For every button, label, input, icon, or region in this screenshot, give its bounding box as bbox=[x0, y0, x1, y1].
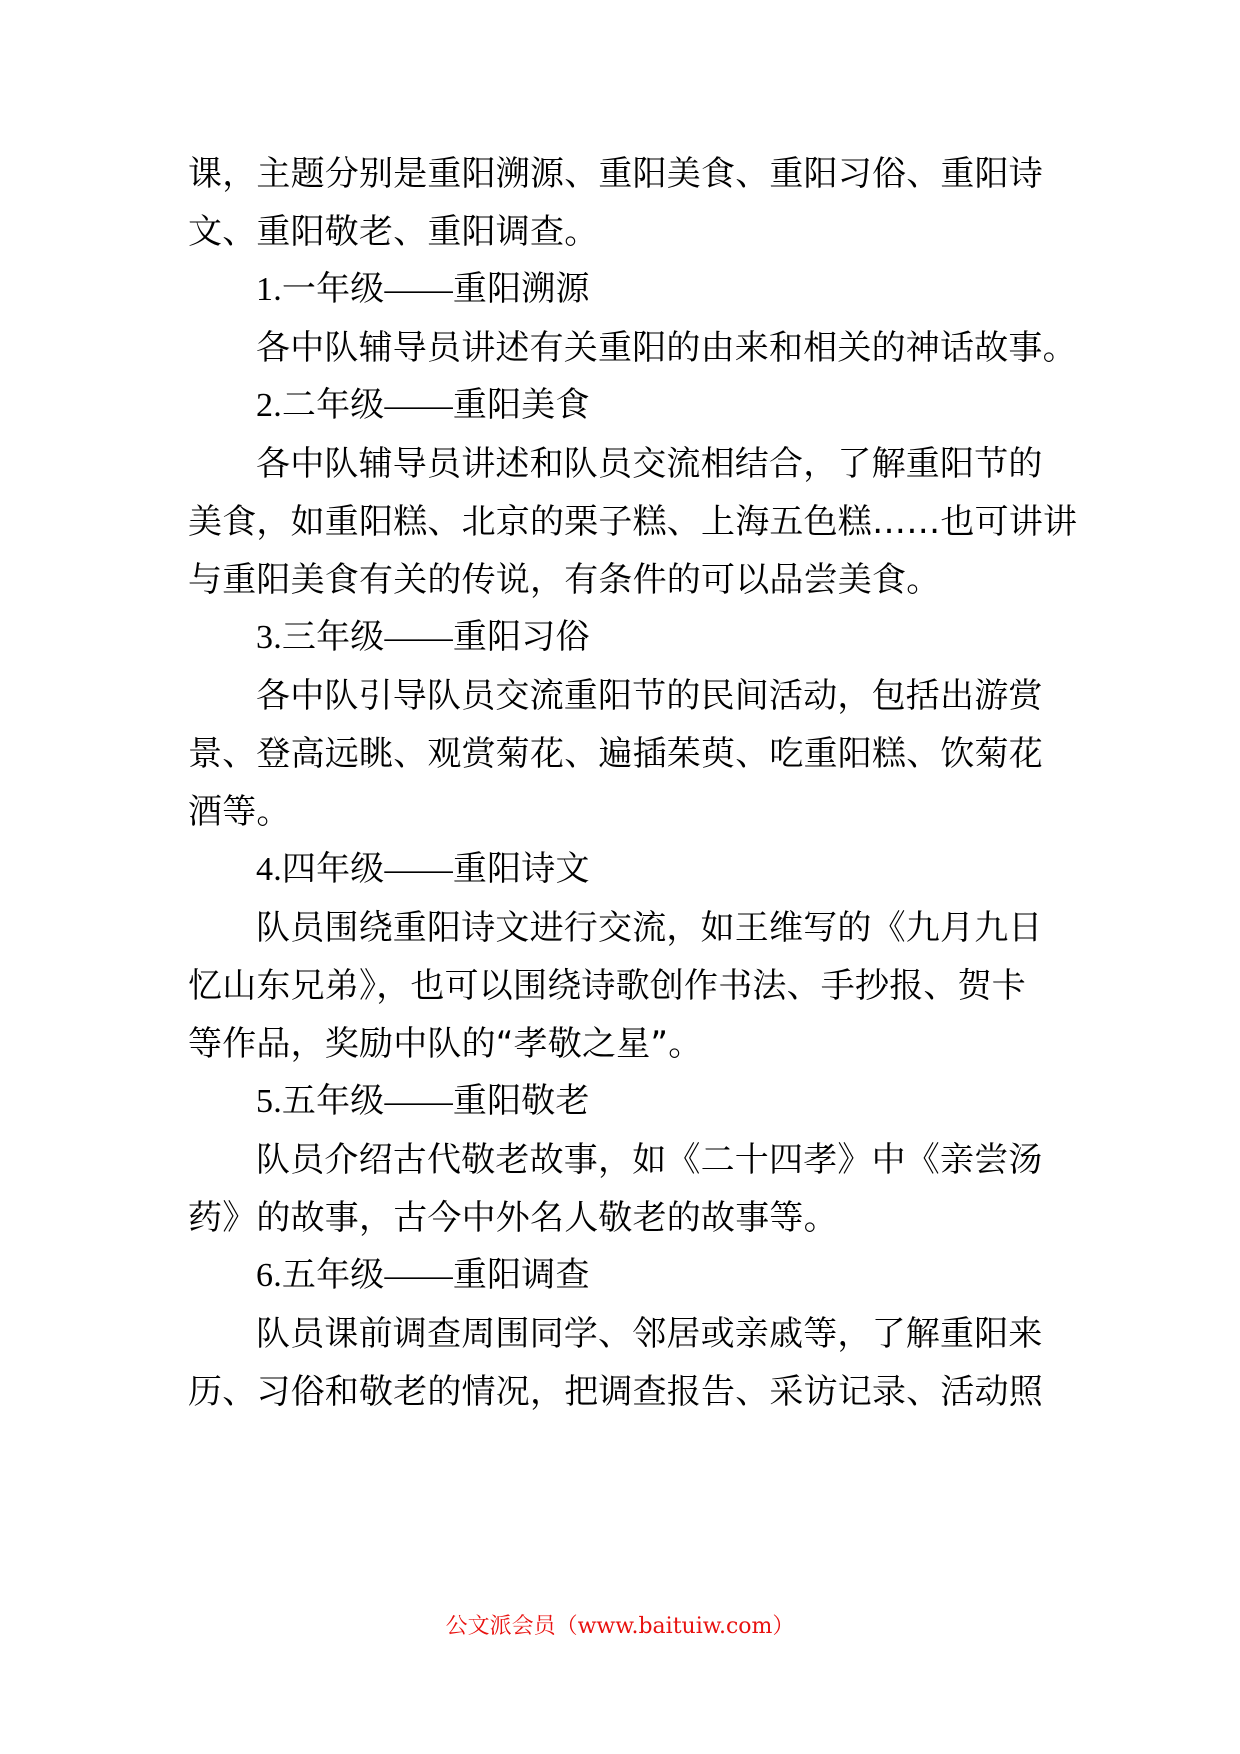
paragraph-line: 各中队引导队员交流重阳节的民间活动，包括出游赏 bbox=[256, 676, 1043, 716]
section-heading: 1.一年级——重阳溯源 bbox=[256, 271, 590, 308]
section-heading: 4.四年级——重阳诗文 bbox=[256, 851, 590, 888]
paragraph-line: 队员介绍古代敬老故事，如《二十四孝》中《亲尝汤 bbox=[256, 1140, 1043, 1180]
paragraph-line: 队员围绕重阳诗文进行交流，如王维写的《九月九日 bbox=[256, 908, 1043, 948]
paragraph-line: 历、习俗和敬老的情况，把调查报告、采访记录、活动照 bbox=[188, 1372, 1043, 1412]
section-heading: 5.五年级——重阳敬老 bbox=[256, 1083, 590, 1120]
paragraph-line: 等作品，奖励中队的“孝敬之星”。 bbox=[188, 1024, 703, 1064]
paragraph-line: 药》的故事，古今中外名人敬老的故事等。 bbox=[188, 1198, 838, 1238]
paragraph-line: 文、重阳敬老、重阳调查。 bbox=[188, 212, 599, 252]
section-heading: 3.三年级——重阳习俗 bbox=[256, 619, 590, 656]
paragraph-line: 各中队辅导员讲述和队员交流相结合，了解重阳节的 bbox=[256, 444, 1043, 484]
paragraph-line: 酒等。 bbox=[188, 792, 291, 832]
paragraph-line: 队员课前调查周围同学、邻居或亲戚等，了解重阳来 bbox=[256, 1314, 1043, 1354]
section-heading: 6.五年级——重阳调查 bbox=[256, 1257, 590, 1294]
paragraph-line: 忆山东兄弟》，也可以围绕诗歌创作书法、手抄报、贺卡 bbox=[188, 966, 1026, 1006]
paragraph-line: 各中队辅导员讲述有关重阳的由来和相关的神话故事。 bbox=[256, 328, 1077, 368]
section-heading: 2.二年级——重阳美食 bbox=[256, 387, 590, 424]
paragraph-line: 美食，如重阳糕、北京的栗子糕、上海五色糕……也可讲讲 bbox=[188, 502, 1078, 542]
footer-watermark-link[interactable]: 公文派会员（www.baituiw.com） bbox=[445, 1614, 795, 1639]
paragraph-line: 课，主题分别是重阳溯源、重阳美食、重阳习俗、重阳诗 bbox=[188, 154, 1043, 194]
paragraph-line: 与重阳美食有关的传说，有条件的可以品尝美食。 bbox=[188, 560, 941, 600]
paragraph-line: 景、登高远眺、观赏菊花、遍插茱萸、吃重阳糕、饮菊花 bbox=[188, 734, 1043, 774]
